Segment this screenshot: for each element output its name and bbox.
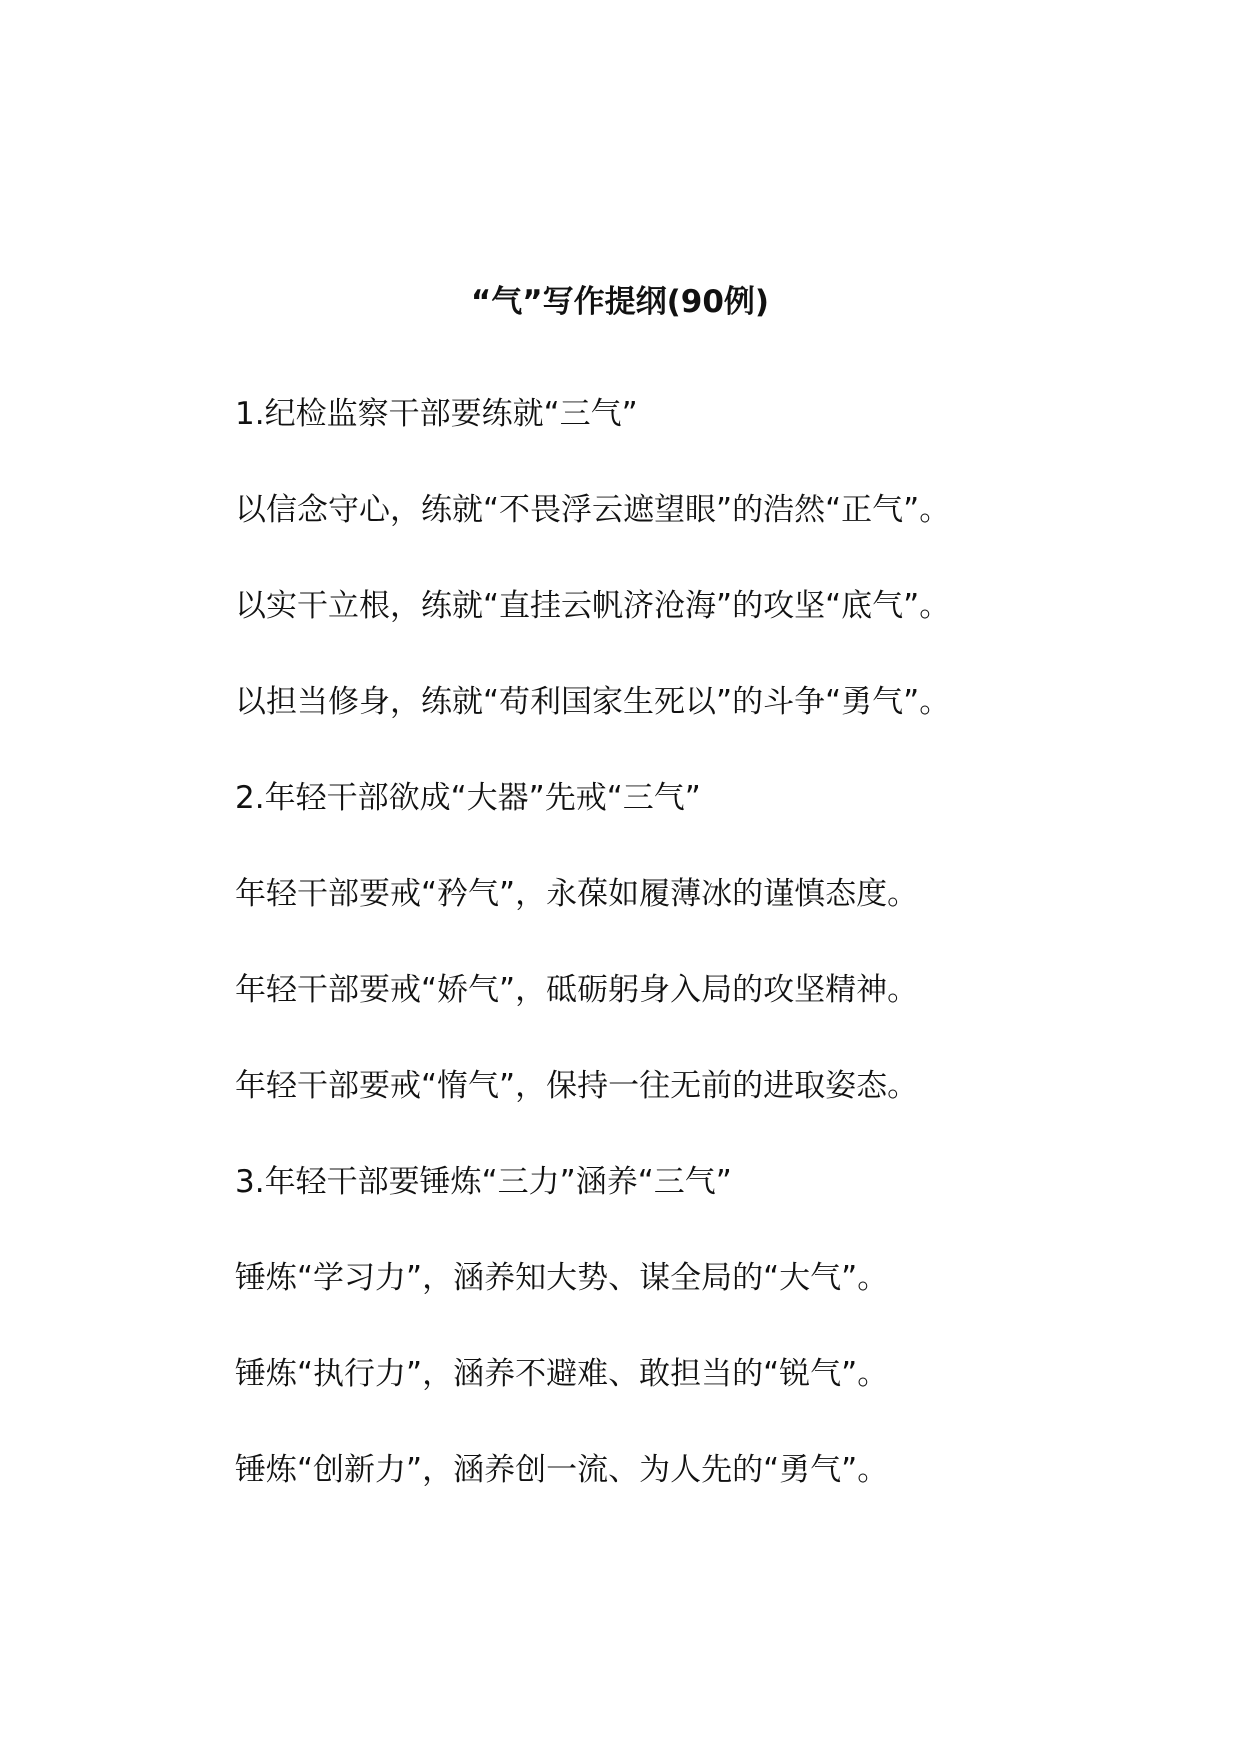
paragraph-line: 年轻干部要戒“矜气”，永葆如履薄冰的谨慎态度。 bbox=[235, 876, 919, 912]
paragraph-line: 锤炼“执行力”，涵养不避难、敢担当的“锐气”。 bbox=[235, 1356, 889, 1392]
paragraph-line: 以担当修身，练就“苟利国家生死以”的斗争“勇气”。 bbox=[235, 684, 951, 720]
paragraph-line: 年轻干部要戒“惰气”，保持一往无前的进取姿态。 bbox=[235, 1068, 919, 1104]
paragraph-line: 锤炼“学习力”，涵养知大势、谋全局的“大气”。 bbox=[235, 1260, 889, 1296]
paragraph-line: 以信念守心，练就“不畏浮云遮望眼”的浩然“正气”。 bbox=[235, 492, 951, 528]
section-heading: 2.年轻干部欲成“大器”先戒“三气” bbox=[235, 780, 701, 816]
document-title: “气”写作提纲(90例) bbox=[470, 284, 770, 320]
section-heading: 3.年轻干部要锤炼“三力”涵养“三气” bbox=[235, 1164, 732, 1200]
paragraph-line: 锤炼“创新力”，涵养创一流、为人先的“勇气”。 bbox=[235, 1452, 889, 1488]
document-body bbox=[235, 394, 1135, 1546]
section-heading: 1.纪检监察干部要练就“三气” bbox=[235, 396, 638, 432]
paragraph-line: 年轻干部要戒“娇气”，砥砺躬身入局的攻坚精神。 bbox=[235, 972, 919, 1008]
paragraph-line: 以实干立根，练就“直挂云帆济沧海”的攻坚“底气”。 bbox=[235, 588, 951, 624]
